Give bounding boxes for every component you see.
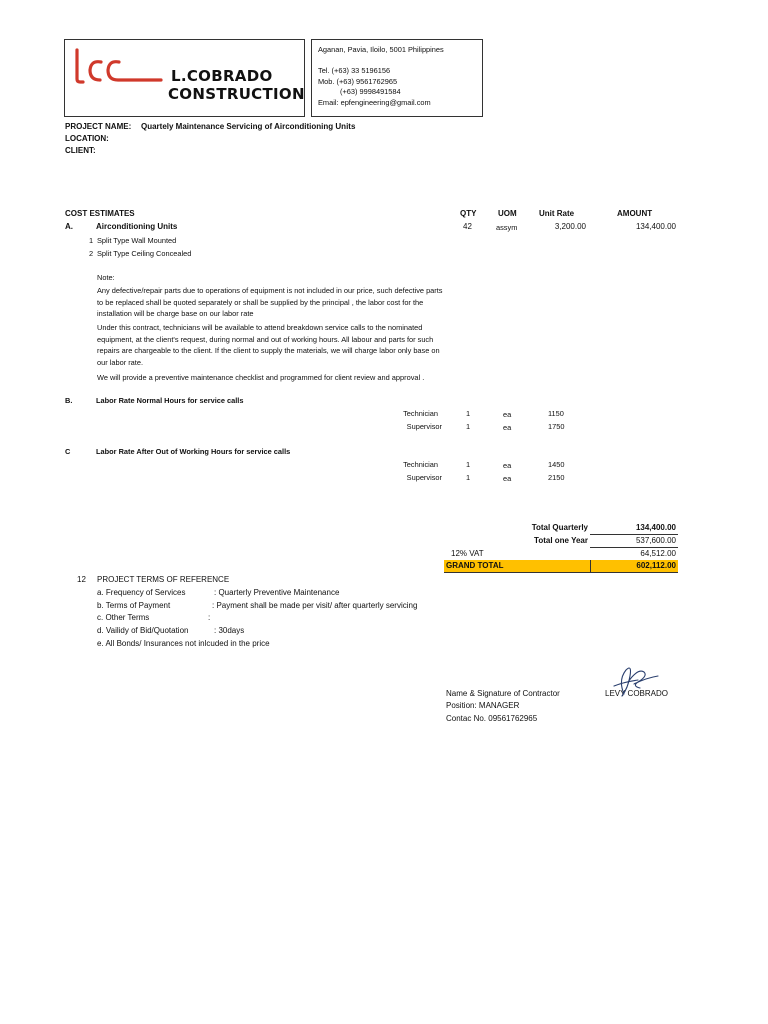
- vat-value: 64,512.00: [640, 549, 676, 558]
- project-name-label: PROJECT NAME:: [65, 122, 132, 131]
- term-value: :: [208, 613, 211, 622]
- mobile-2: (+63) 9998491584: [340, 87, 401, 96]
- note-paragraph-3: We will provide a preventive maintenance checklist and programmed for client review and approval .: [97, 373, 425, 382]
- item-number: 2: [89, 249, 94, 258]
- note-paragraph-2: Under this contract, technicians will be available to attend breakdown service calls to the nominated equipment, at the client's request, during normal and out of working hours. All labour and parts for such repairs are chargeable to the client. If the client to supply the materials, we will charge labor only base on our labor rate.: [97, 323, 440, 367]
- handwritten-signature-icon: [604, 660, 664, 700]
- section-a-uom: assym: [496, 223, 518, 232]
- labor-rate: 2150: [548, 473, 565, 482]
- col-uom: UOM: [498, 209, 517, 218]
- company-header: [64, 39, 305, 117]
- labor-qty: 1: [466, 409, 471, 418]
- list-item: Split Type Ceiling Concealed: [97, 249, 192, 258]
- telephone: Tel. (+63) 33 5196156: [318, 66, 391, 75]
- cost-estimates-heading: COST ESTIMATES: [65, 209, 135, 218]
- contractor-contact: Contac No. 09561762965: [446, 714, 538, 723]
- section-a-letter: A.: [65, 222, 73, 231]
- labor-qty: 1: [466, 422, 471, 431]
- labor-rate: 1750: [548, 422, 565, 431]
- location-label: LOCATION:: [65, 134, 109, 143]
- section-c-title: Labor Rate After Out of Working Hours for service calls: [96, 447, 291, 456]
- mobile: Mob. (+63) 9561762965: [318, 77, 398, 86]
- labor-qty: 1: [466, 473, 471, 482]
- term-label: b. Terms of Payment: [97, 601, 171, 610]
- email: Email: epfengineering@gmail.com: [318, 98, 431, 107]
- grand-total-label: GRAND TOTAL: [446, 561, 504, 570]
- signature-label: Name & Signature of Contractor: [446, 689, 560, 698]
- section-a-amount: 134,400.00: [635, 222, 676, 231]
- term-label: d. Vailidy of Bid/Quotation: [97, 626, 189, 635]
- term-label: c. Other Terms: [97, 613, 150, 622]
- grand-total-value: 602,112.00: [636, 561, 676, 570]
- labor-role: Technician: [403, 409, 438, 418]
- term-label: e. All Bonds/ Insurances not inlcuded in the price: [97, 639, 270, 648]
- item-number: 1: [89, 236, 94, 245]
- list-item: Split Type Wall Mounted: [97, 236, 177, 245]
- section-c-letter: C: [65, 447, 71, 456]
- terms-heading: PROJECT TERMS OF REFERENCE: [97, 575, 230, 584]
- term-label: a. Frequency of Services: [97, 588, 186, 597]
- term-value: : 30days: [214, 626, 245, 635]
- total-year-value: 537,600.00: [635, 536, 676, 545]
- grand-total-underline: [444, 572, 678, 573]
- labor-uom: ea: [503, 461, 512, 470]
- section-a-qty: 42: [463, 222, 472, 231]
- labor-rate: 1150: [548, 409, 564, 418]
- total-year-label: Total one Year: [534, 536, 588, 545]
- address: Aganan, Pavia, Iloilo, 5001 Philippines: [318, 45, 444, 54]
- labor-role: Supervisor: [406, 473, 442, 482]
- total-quarterly-value: 134,400.00: [635, 523, 676, 532]
- section-b-title: Labor Rate Normal Hours for service calls: [96, 396, 244, 405]
- col-amount: AMOUNT: [617, 209, 653, 218]
- labor-role: Supervisor: [406, 422, 442, 431]
- section-a-unit-rate: 3,200.00: [554, 222, 586, 231]
- total-quarterly-label: Total Quarterly: [531, 523, 588, 532]
- labor-role: Technician: [403, 460, 438, 469]
- company-logo-icon: [71, 46, 163, 86]
- project-name-value: Quartely Maintenance Servicing of Airconditioning Units: [141, 122, 356, 131]
- labor-uom: ea: [503, 410, 512, 419]
- section-b-letter: B.: [65, 396, 73, 405]
- term-value: : Payment shall be made per visit/ after quarterly servicing: [212, 601, 418, 610]
- contractor-name: LEVY COBRADO: [605, 689, 668, 698]
- company-name-line2: CONSTRUCTION: [168, 85, 305, 103]
- company-name-line1: L.COBRADO: [171, 67, 273, 85]
- labor-qty: 1: [466, 460, 471, 469]
- total-divider: [590, 534, 678, 535]
- labor-uom: ea: [503, 474, 512, 483]
- grand-total-separator: [590, 560, 591, 572]
- note-label: Note:: [97, 273, 115, 282]
- total-divider: [590, 547, 678, 548]
- labor-uom: ea: [503, 423, 512, 432]
- company-contact: [311, 39, 483, 117]
- note-paragraph-1: Any defective/repair parts due to operations of equipment is not included in our price, such defective parts to be replaced shall be quoted separately or shall be supplied by the principal , the labor cost for the installation will be charge base on our labor rate: [97, 286, 443, 318]
- contractor-position: Position: MANAGER: [446, 701, 520, 710]
- section-a-title: Airconditioning Units: [96, 222, 178, 231]
- term-value: : Quarterly Preventive Maintenance: [214, 588, 340, 597]
- labor-rate: 1450: [548, 460, 565, 469]
- terms-number: 12: [77, 575, 86, 584]
- vat-label: 12% VAT: [451, 549, 484, 558]
- client-label: CLIENT:: [65, 146, 96, 155]
- grand-total-row: [444, 560, 678, 572]
- col-unit-rate: Unit Rate: [539, 209, 575, 218]
- col-qty: QTY: [460, 209, 477, 218]
